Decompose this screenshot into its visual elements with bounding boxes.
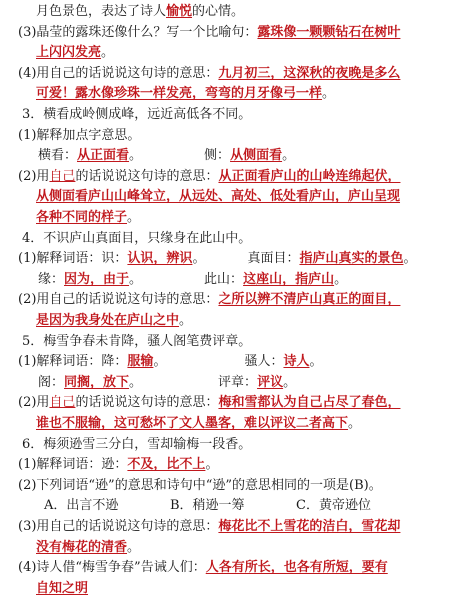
text: 。 <box>283 374 297 390</box>
text: 月色景色，表达了诗人 <box>36 4 167 19</box>
text: 。 <box>205 457 219 473</box>
text: 。 <box>192 251 206 267</box>
question-6-2 <box>18 476 382 496</box>
answer: 各种不同的样子 <box>36 210 128 225</box>
answer-continuation <box>36 311 192 331</box>
definition-line <box>38 146 295 166</box>
poem-line-3 <box>22 105 251 125</box>
answer: 不及，比不上 <box>127 457 206 473</box>
poem-line-5 <box>22 332 251 352</box>
poem-text: 4．不识庐山真面目，只缘身在此山中。 <box>22 230 252 246</box>
question-3-4 <box>18 64 400 84</box>
answer: 从正面看 <box>77 148 130 164</box>
answer: 人各有所长，也各有所短，要有 <box>205 560 388 576</box>
text: 。 <box>179 313 193 328</box>
line-1 <box>36 2 244 22</box>
answer: 可爱！露水像珍珠一样发亮，弯弯的月牙像弓一样 <box>36 86 323 102</box>
answer-continuation <box>36 414 361 434</box>
question-text: (1)解释词语：逊： <box>18 457 128 473</box>
text: 。 <box>129 271 143 287</box>
answer: 愉悦 <box>166 4 193 19</box>
keyword: 自己 <box>49 168 76 184</box>
question-5-2 <box>18 393 400 413</box>
answer: 认识，辨识 <box>127 251 193 267</box>
term: 缘： <box>38 271 65 287</box>
question-text: (3)晶莹的露珠还像什么？写一个比喻句： <box>18 24 258 40</box>
definition-line <box>38 373 296 393</box>
answer: 指庐山真实的景色 <box>299 251 404 267</box>
answer-continuation <box>36 579 88 599</box>
answer-continuation <box>36 43 114 63</box>
question-text: (2)下列词语“逊”的意思和诗句中“逊”的意思相同的一项是(B)。 <box>18 477 382 493</box>
text: 。 <box>127 210 141 225</box>
term: 骚人： <box>244 354 284 370</box>
text: 。 <box>403 251 417 267</box>
answer: 从侧面看庐山山峰耸立，从远处、高处、低处看庐山，庐山呈现 <box>36 189 401 205</box>
text: 。 <box>282 148 296 164</box>
question-3-2 <box>18 167 400 187</box>
question-3-3 <box>18 23 400 43</box>
question-text: (1)解释词语：识： <box>18 251 128 267</box>
answer-continuation <box>36 538 140 558</box>
poem-line-6 <box>22 435 251 455</box>
question-heading <box>18 126 140 146</box>
answer: 评议 <box>257 374 284 390</box>
answer: 梅花比不上雪花的洁白，雪花却 <box>218 519 401 534</box>
term: 真面目： <box>247 251 300 267</box>
answer: 是因为我身处在庐山之中 <box>36 313 180 328</box>
question-text: 的话说说这句诗的意思： <box>75 168 219 184</box>
answer: 露珠像一颗颗钻石在树叶 <box>257 24 401 40</box>
option-c: C．黄帝逊位 <box>296 498 371 514</box>
text: 。 <box>127 539 141 555</box>
question-6-3 <box>18 517 400 537</box>
answer-continuation <box>36 84 335 104</box>
definition-line <box>38 270 347 290</box>
question-text: (2)用自己的话说说这句诗的意思： <box>18 292 219 308</box>
poem-text: 6．梅须逊雪三分白，雪却输梅一段香。 <box>22 436 252 452</box>
definition-line <box>18 249 417 269</box>
answer: 服输 <box>127 354 154 370</box>
answer: 没有梅花的清香 <box>36 539 128 555</box>
answer: 梅和雪都认为自己占尽了春色， <box>218 395 401 411</box>
question-text: (1)解释加点字意思。 <box>18 127 141 143</box>
question-4-2 <box>18 290 400 310</box>
answer: 这座山，指庐山 <box>243 271 335 287</box>
answer: 之所以辨不清庐山真正的面目， <box>218 292 401 308</box>
question-6-4 <box>18 558 388 578</box>
question-text: (2)用 <box>18 395 50 411</box>
answer: 九月初三，这深秋的夜晚是多么 <box>218 65 401 81</box>
answer: 从正面看庐山的山岭连绵起伏， <box>218 168 401 184</box>
answer: 自知之明 <box>36 580 89 596</box>
text: 。 <box>101 45 115 61</box>
question-text: (1)解释词语：降： <box>18 354 128 370</box>
option-a: A．出言不逊 <box>44 498 119 514</box>
keyword: 自己 <box>49 395 76 411</box>
answer: 上闪闪发亮 <box>36 45 102 61</box>
text: 。 <box>348 416 362 431</box>
definition-line <box>18 352 323 372</box>
answer: 同搁，放下 <box>64 374 130 390</box>
question-text: (2)用 <box>18 168 50 184</box>
answer: 诗人 <box>283 354 310 370</box>
poem-text: 5．梅雪争春未肯降，骚人阁笔费评章。 <box>22 333 252 349</box>
answer: 谁也不服输，这可愁坏了文人墨客，难以评议二者高下 <box>36 416 349 431</box>
text: 。 <box>129 374 143 390</box>
text: 。 <box>334 271 348 287</box>
options-line <box>44 496 371 516</box>
question-text: (3)用自己的话说说这句诗的意思： <box>18 519 219 534</box>
poem-line-4 <box>22 229 251 249</box>
term: 阁： <box>38 374 65 390</box>
text: 。 <box>309 354 323 370</box>
text: 。 <box>129 148 143 164</box>
answer-continuation <box>36 187 400 207</box>
term: 评章： <box>218 374 258 390</box>
answer: 因为，由于 <box>64 271 130 287</box>
option-b: B．稍逊一筹 <box>170 498 245 514</box>
answer-continuation <box>36 208 140 228</box>
question-text: (4)用自己的话说说这句诗的意思： <box>18 65 219 81</box>
definition-line <box>18 455 218 475</box>
question-text: (4)诗人借“梅雪争春”告诫人们： <box>18 560 206 576</box>
term: 此山： <box>204 271 244 287</box>
term: 横看： <box>38 148 78 164</box>
answer: 从侧面看 <box>230 148 283 164</box>
text: 的心情。 <box>192 4 245 19</box>
text: 。 <box>153 354 167 370</box>
text: 。 <box>322 86 336 102</box>
question-text: 的话说说这句诗的意思： <box>75 395 219 411</box>
term: 侧： <box>204 148 231 164</box>
poem-text: 3．横看成岭侧成峰，远近高低各不同。 <box>22 107 252 122</box>
